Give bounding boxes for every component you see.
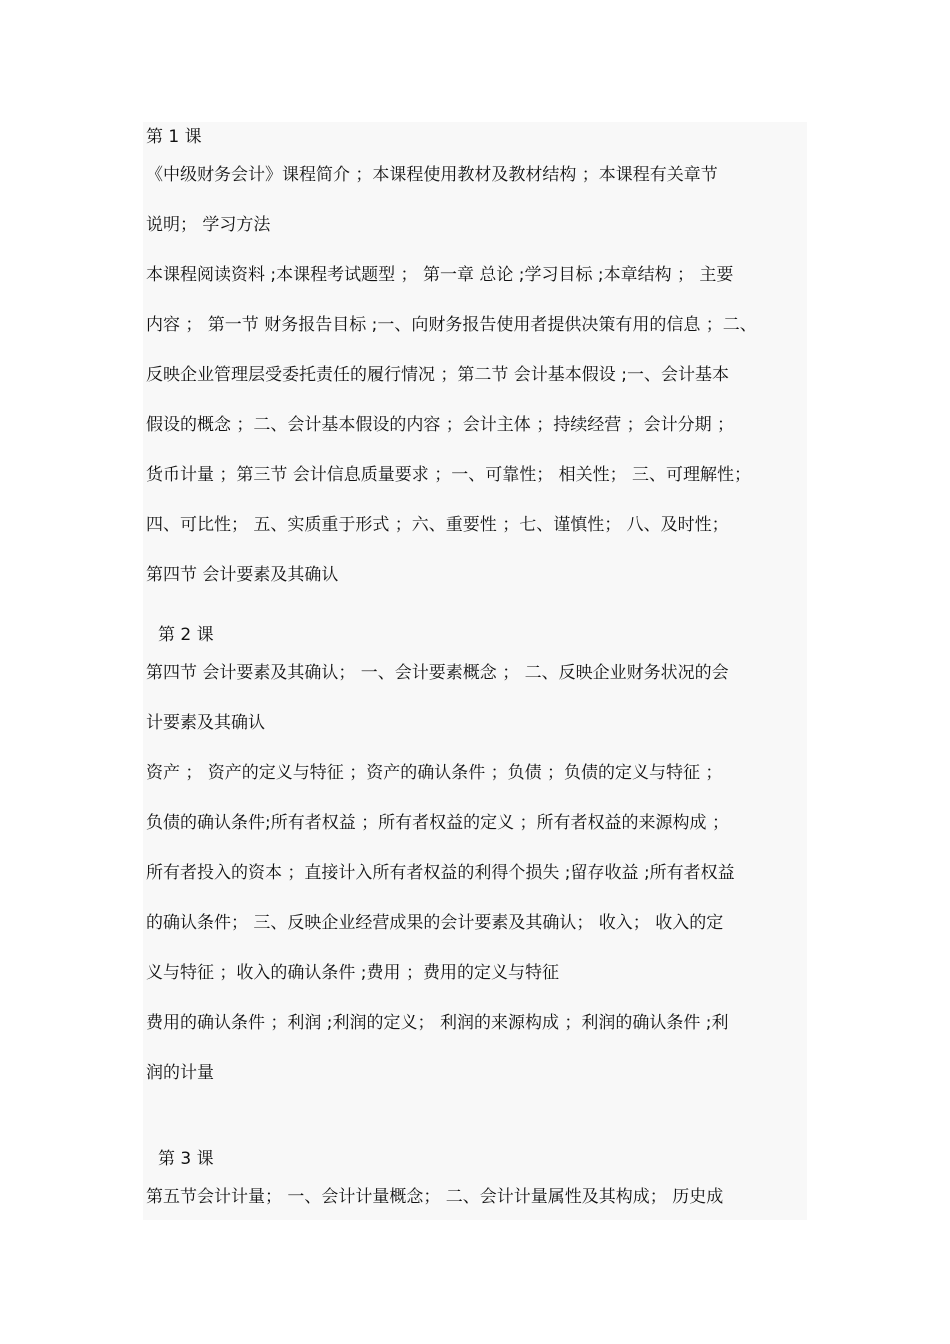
paragraph-line: 资产 ； 资产的定义与特征 ；资产的确认条件 ；负债 ；负债的定义与特征 ； (146, 763, 723, 783)
paragraph-line: 费用的确认条件 ；利润 ;利润的定义； 利润的来源构成 ；利润的确认条件 ;利 (146, 1013, 729, 1033)
paragraph-line: 润的计量 (146, 1063, 214, 1083)
paragraph-line: 反映企业管理层受委托责任的履行情况 ；第二节 会计基本假设 ;一、会计基本 (146, 365, 729, 385)
paragraph-line: 第四节 会计要素及其确认； 一、会计要素概念 ； 二、反映企业财务状况的会 (146, 663, 729, 683)
paragraph-line: 负债的确认条件;所有者权益 ；所有者权益的定义 ；所有者权益的来源构成 ； (146, 813, 729, 833)
lesson-3-title: 第 3 课 (158, 1149, 214, 1169)
paragraph-line: 货币计量 ；第三节 会计信息质量要求 ；一、可靠性； 相关性； 三、可理解性； (146, 465, 752, 485)
paragraph-line: 假设的概念 ；二、会计基本假设的内容 ；会计主体 ；持续经营 ；会计分期 ； (146, 415, 735, 435)
paragraph-line: 第四节 会计要素及其确认 (146, 565, 339, 585)
paragraph-line: 本课程阅读资料 ;本课程考试题型 ； 第一章 总论 ;学习目标 ;本章结构 ； 主要 (146, 265, 734, 285)
paragraph-line: 第五节会计计量； 一、会计计量概念； 二、会计计量属性及其构成； 历史成 (146, 1187, 724, 1207)
paragraph-line: 四、可比性； 五、实质重于形式 ；六、重要性 ；七、谨慎性； 八、及时性； (146, 515, 729, 535)
paragraph-line: 计要素及其确认 (146, 713, 265, 733)
paragraph-line: 《中级财务会计》课程简介 ；本课程使用教材及教材结构 ；本课程有关章节 (146, 165, 718, 185)
paragraph-line: 内容 ； 第一节 财务报告目标 ;一、向财务报告使用者提供决策有用的信息 ；二、 (146, 315, 757, 335)
lesson-2-title: 第 2 课 (158, 625, 214, 645)
paragraph-line: 说明； 学习方法 (146, 215, 271, 235)
lesson-1-title: 第 1 课 (146, 127, 202, 147)
paragraph-line: 义与特征 ；收入的确认条件 ;费用 ；费用的定义与特征 (146, 963, 559, 983)
paragraph-line: 的确认条件； 三、反映企业经营成果的会计要素及其确认； 收入； 收入的定 (146, 913, 724, 933)
paragraph-line: 所有者投入的资本 ；直接计入所有者权益的利得个损失 ;留存收益 ;所有者权益 (146, 863, 735, 883)
